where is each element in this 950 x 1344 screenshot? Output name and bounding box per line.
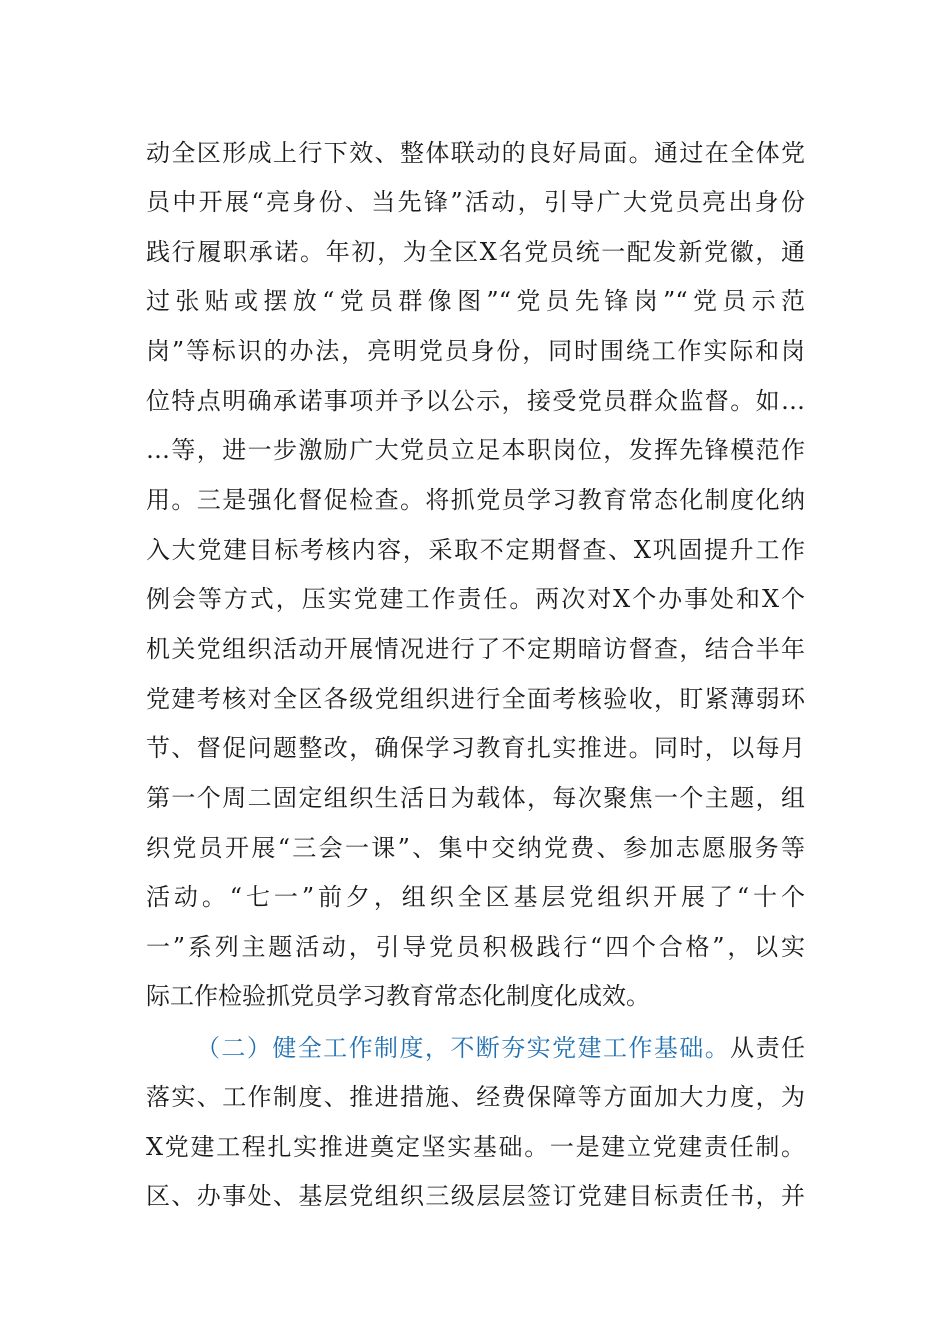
section-heading-line <box>196 1028 805 1068</box>
text-line: 践行履职承诺。年初，为全区X名党员统一配发新党徽，通 <box>146 238 805 266</box>
text-line: 动全区形成上行下效、整体联动的良好局面。通过在全体党 <box>146 139 805 167</box>
text-line: 岗”等标识的办法，亮明党员身份，同时围绕工作实际和岗 <box>146 337 805 365</box>
text-line: 落实、工作制度、推进措施、经费保障等方面加大力度，为 <box>146 1083 805 1111</box>
text-line: 例会等方式，压实党建工作责任。两次对X个办事处和X个 <box>146 585 805 613</box>
section-heading-continuation: 从责任 <box>730 1034 806 1062</box>
text-line: 机关党组织活动开展情况进行了不定期暗访督查，结合半年 <box>146 635 805 663</box>
text-line: 一”系列主题活动，引导党员积极践行“四个合格”，以实 <box>146 933 805 961</box>
text-line: 际工作检验抓党员学习教育常态化制度化成效。 <box>146 982 650 1010</box>
text-line: 第一个周二固定组织生活日为载体，每次聚焦一个主题，组 <box>146 784 805 812</box>
text-line: 党建考核对全区各级党组织进行全面考核验收，盯紧薄弱环 <box>146 685 805 713</box>
text-line: 织党员开展“三会一课”、集中交纳党费、参加志愿服务等 <box>146 834 805 862</box>
text-line: …等，进一步激励广大党员立足本职岗位，发挥先锋模范作 <box>146 436 805 464</box>
text-line: 位特点明确承诺事项并予以公示，接受党员群众监督。如… <box>146 387 805 415</box>
text-line: 入大党建目标考核内容，采取不定期督查、X巩固提升工作 <box>146 536 805 564</box>
text-line: 活动。“七一”前夕，组织全区基层党组织开展了“十个 <box>146 883 805 911</box>
text-line: 节、督促问题整改，确保学习教育扎实推进。同时，以每月 <box>146 734 805 762</box>
text-line: X党建工程扎实推进奠定坚实基础。一是建立党建责任制。 <box>146 1133 805 1161</box>
text-line: 员中开展“亮身份、当先锋”活动，引导广大党员亮出身份 <box>146 188 805 216</box>
text-line: 区、办事处、基层党组织三级层层签订党建目标责任书，并 <box>146 1182 805 1210</box>
section-heading: （二）健全工作制度，不断夯实党建工作基础。 <box>196 1034 731 1062</box>
text-line: 用。三是强化督促检查。将抓党员学习教育常态化制度化纳 <box>146 486 805 514</box>
text-line: 过张贴或摆放“党员群像图”“党员先锋岗”“党员示范 <box>146 287 805 315</box>
